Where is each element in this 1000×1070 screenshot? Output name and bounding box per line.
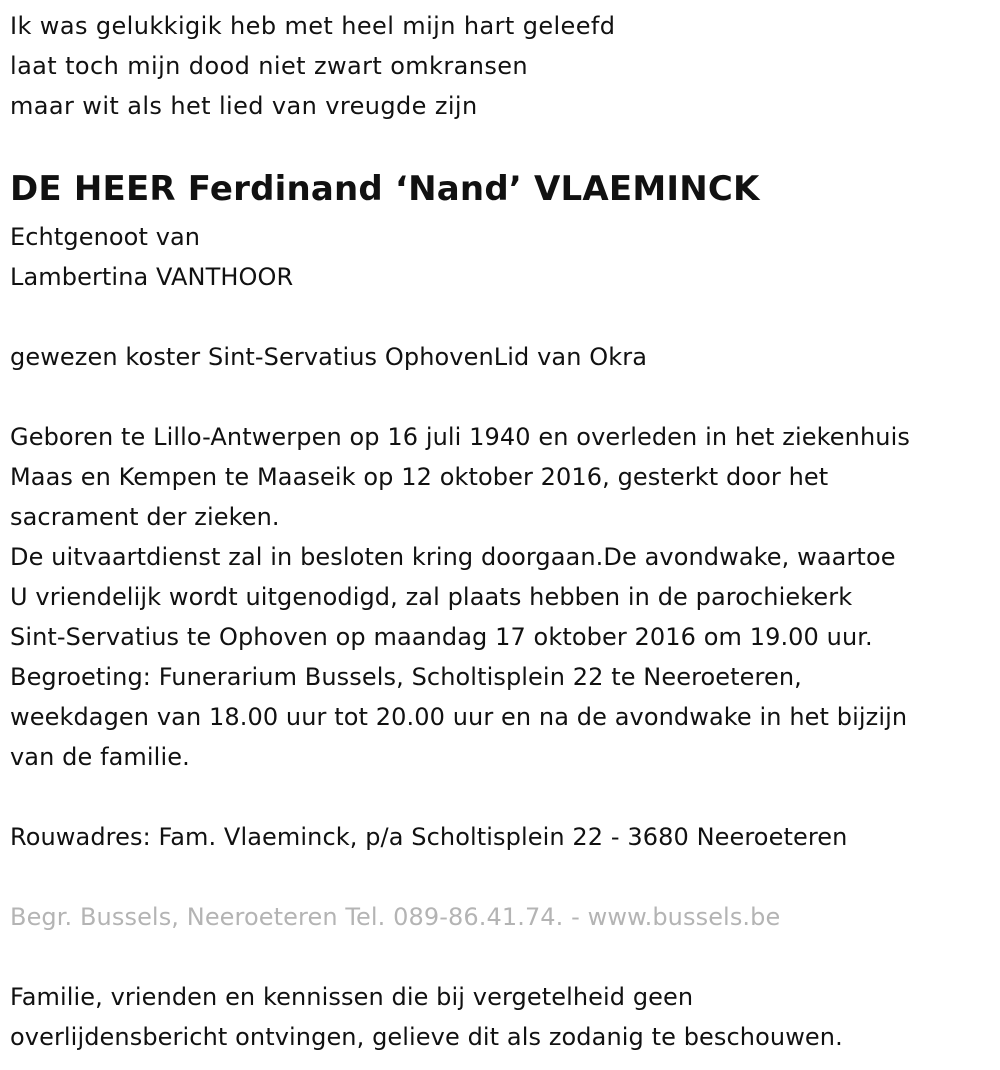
undertaker-contact: Begr. Bussels, Neeroeteren Tel. 089-86.41.74. - www.bussels.be [10, 903, 781, 931]
closing-line: Familie, vrienden en kennissen die bij vergetelheid geen [10, 983, 694, 1011]
details-line: U vriendelijk wordt uitgenodigd, zal plaats hebben in de parochiekerk [10, 583, 853, 611]
spacer [10, 777, 1000, 817]
spacer [10, 377, 1000, 417]
spacer [10, 297, 1000, 337]
details-line: Maas en Kempen te Maaseik op 12 oktober 2016, gesterkt door het [10, 463, 829, 491]
poem-line: laat toch mijn dood niet zwart omkransen [10, 52, 529, 80]
details-paragraph [10, 417, 1000, 777]
details-line: Sint-Servatius te Ophoven op maandag 17 oktober 2016 om 19.00 uur. [10, 623, 873, 651]
details-line: De uitvaartdienst zal in besloten kring doorgaan.De avondwake, waartoe [10, 543, 896, 571]
poem-line: Ik was gelukkigik heb met heel mijn hart geleefd [10, 12, 616, 40]
details-line: weekdagen van 18.00 uur tot 20.00 uur en na de avondwake in het bijzijn [10, 703, 908, 731]
closing-paragraph [10, 977, 1000, 1057]
details-line: sacrament der zieken. [10, 503, 280, 531]
mourning-address: Rouwadres: Fam. Vlaeminck, p/a Scholtisplein 22 - 3680 Neeroeteren [10, 823, 848, 851]
spouse-name: Lambertina VANTHOOR [10, 263, 294, 291]
details-line: van de familie. [10, 743, 190, 771]
poem [10, 6, 1000, 126]
details-line: Begroeting: Funerarium Bussels, Scholtisplein 22 te Neeroeteren, [10, 663, 802, 691]
details-line: Geboren te Lillo-Antwerpen op 16 juli 1940 en overleden in het ziekenhuis [10, 423, 910, 451]
role-line: gewezen koster Sint-Servatius OphovenLid van Okra [10, 343, 647, 371]
spacer [10, 857, 1000, 897]
poem-line: maar wit als het lied van vreugde zijn [10, 92, 478, 120]
closing-line: overlijdensbericht ontvingen, gelieve dit als zodanig te beschouwen. [10, 1023, 843, 1051]
deceased-name: DE HEER Ferdinand ‘Nand’ VLAEMINCK [10, 169, 760, 209]
spacer [10, 937, 1000, 977]
relation-label: Echtgenoot van [10, 223, 201, 251]
